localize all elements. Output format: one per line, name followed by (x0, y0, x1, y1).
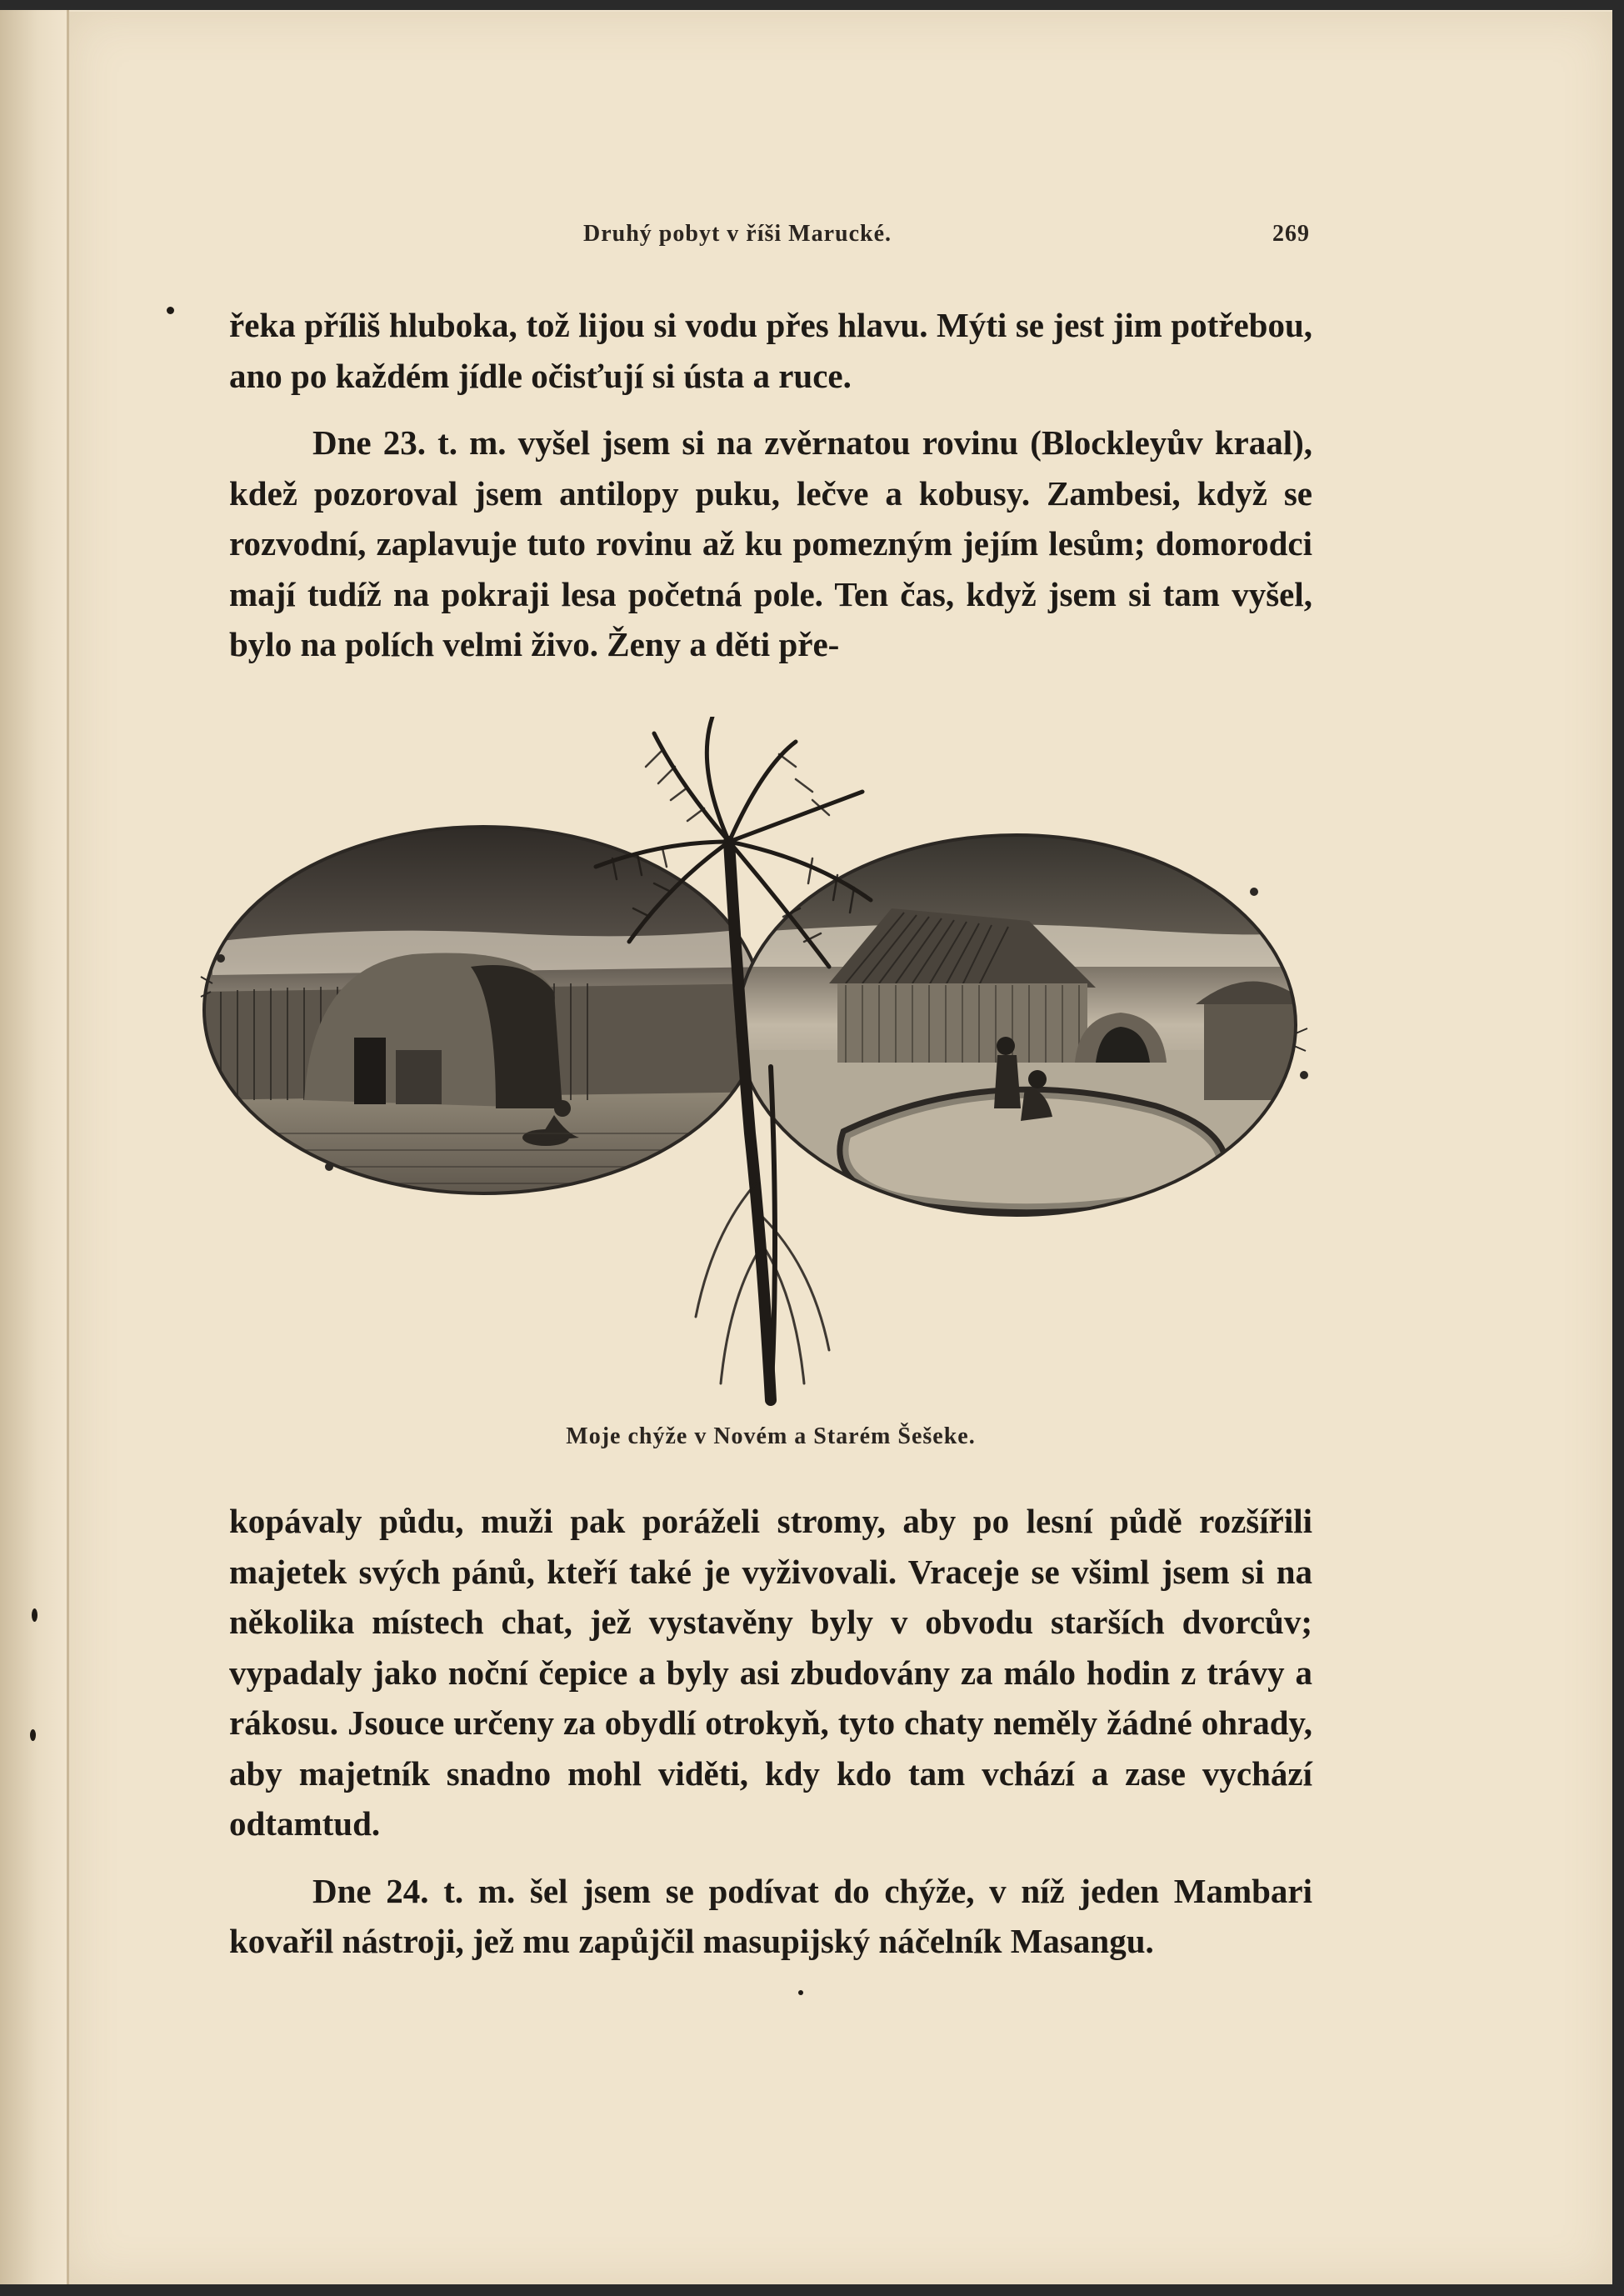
paragraph: řeka příliš hluboka, tož lijou si vodu přes hlavu. Mýti se jest jim potřebou, ano po každém jídle očisťují si ústa a ruce. (229, 306, 1312, 395)
running-head-title: Druhý pobyt v říši Marucké. (583, 221, 892, 247)
text-block-bottom (229, 1496, 1312, 1967)
ink-speck (30, 1729, 36, 1741)
ink-speck (167, 307, 174, 314)
scan-border-bottom (0, 2284, 1624, 2296)
ink-speck (798, 1990, 803, 1995)
paragraph: Dne 23. t. m. vyšel jsem si na zvěrnatou rovinu (Blockleyův kraal), kdež pozoroval jsem antilopy puku, lečve a kobusy. Zambesi, když se rozvodní, zaplavuje tuto rovinu až ku pomezným jejím lesům; domorodci mají tudíž na pokraji lesa početná pole. Ten čas, když jsem si tam vyšel, bylo na polích velmi živo. Ženy a děti pře- (229, 423, 1312, 663)
scan-border-top (0, 0, 1624, 10)
engraving-illustration (196, 717, 1346, 1417)
text-block-top (229, 300, 1312, 670)
book-gutter (0, 0, 68, 2296)
running-head (583, 221, 1317, 254)
paragraph: kopávaly půdu, muži pak poráželi stromy, aby po lesní půdě rozšířili majetek svých pánů, kteří také je vyživovali. Vraceje se všiml jsem si na několika místech chat, jež vystavěny byly v obvodu starších dvorcův; vypadaly jako noční čepice a byly asi zbudovány za málo hodin z trávy a rákosu. Jsouce určeny za obydlí otrokyň, tyto chaty neměly žádné ohrady, aby majetník snadno mohl viděti, kdy kdo tam vchází a zase vychází odtamtud. (229, 1502, 1312, 1843)
left-vignette-scene (196, 817, 779, 1233)
paragraph: Dne 24. t. m. šel jsem se podívat do chýže, v níž jeden Mambari kovařil nástroji, jež mu zapůjčil masupijský náčelník Masangu. (229, 1871, 1312, 1960)
ink-speck (32, 1608, 37, 1622)
scan-border-right (1612, 0, 1624, 2296)
page-number: 269 (1272, 221, 1310, 247)
right-vignette-scene (729, 825, 1312, 1233)
figure-caption: Moje chýže v Novém a Starém Šešeke. (566, 1423, 976, 1449)
